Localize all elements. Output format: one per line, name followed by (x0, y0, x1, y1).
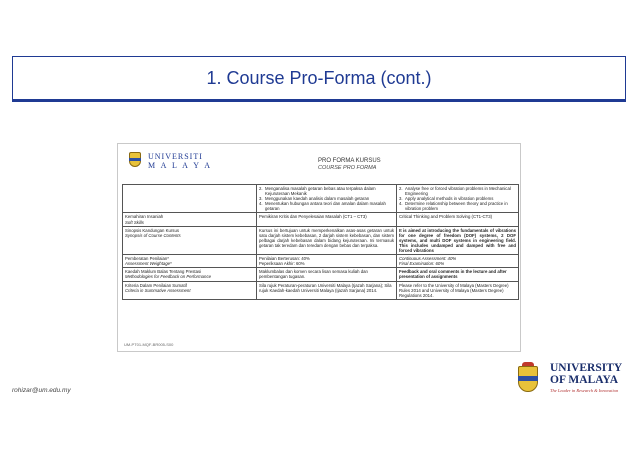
list-item: Determine relationship between theory and practice in vibration problem (405, 201, 508, 212)
label-cell (123, 281, 257, 299)
ms-cell (257, 255, 397, 268)
table-row (123, 281, 519, 299)
en-cell: Feedback and oral comments in the lecture and after presentation of assignments (397, 268, 519, 281)
en-cell (397, 255, 519, 268)
logo-line-2: M A L A Y A (148, 161, 213, 170)
table-row (123, 255, 519, 268)
label-en: Assessment Weightage* (125, 261, 172, 267)
label-cell (123, 185, 257, 213)
assessment-ms-2: Peperiksaan Akhir: 60% (259, 261, 305, 267)
document-header (118, 144, 522, 184)
table-row (123, 213, 519, 226)
label-ms: Pemberatan Penilaian* (125, 256, 169, 262)
um-crest-icon (512, 362, 546, 400)
label-en: Criteria in Summative Assessment (125, 287, 191, 293)
ms-cell: Pemikiran Kritis dan Penyelesaian Masalah (CT1 – CT3) (257, 213, 397, 226)
ms-cell: 2. Menganalisa masalah getaran bebas atau terpaksa dalam Kejuruteraan Mekanik 3. Menggunakan kaedah analisis dalam masalah getaran 4. Menentukan hubungan antara teori dan amalan dalam masalah getaran (257, 185, 397, 213)
en-cell: Please refer to the University of Malaya (Masters Degree) Rules 2014 and University of Malaya (Masters Degree) Regulations 2014. (397, 281, 519, 299)
table-row (123, 185, 519, 213)
assessment-en-2: Final Examination: 60% (399, 261, 445, 267)
course-proforma-document (117, 143, 521, 352)
proforma-table (122, 184, 519, 300)
footer-logo-tagline: The Leader in Research & Innovation (550, 388, 619, 393)
label-en: Methodologies for Feedback on Performance (125, 274, 211, 280)
label-ms: Sinopsis Kandungan Kursus (125, 227, 179, 233)
slide-title-bar (12, 56, 626, 100)
en-cell: Critical Thinking and Problem Solving (CT1-CT3) (397, 213, 519, 226)
assessment-ms-1: Penilaian Berterusan: 40% (259, 256, 310, 262)
slide-title: 1. Course Pro-Forma (cont.) (206, 67, 432, 88)
label-cell (123, 255, 257, 268)
en-cell: It is aimed at introducing the fundamentals of vibrations for one degree of freedom (DOF) systems, 2 DOF systems, and multi DOF systems in engineering field. This includes undamped and damped with free and forced vibrations (397, 226, 519, 254)
footer-logo-line-2: OF MALAYA (550, 374, 619, 386)
proforma-title-en: COURSE PRO FORMA (318, 165, 377, 171)
table-row (123, 268, 519, 281)
ms-cell: Maklumbalas dan komen secara lisan semasa kuliah dan pembentangan tugasan. (257, 268, 397, 281)
author-email: rohizar@um.edu.my (12, 387, 71, 394)
logo-line-1: UNIVERSITI (148, 152, 203, 161)
assessment-en-1: Continuous Assessment: 40% (399, 256, 457, 262)
label-en: Synopsis of Course Contents (125, 232, 181, 238)
universiti-malaya-logo (126, 150, 212, 172)
label-ms: Kaedah Maklum Balas Tentang Prestasi (125, 269, 202, 275)
list-item: Apply analytical methods in vibration problems (405, 196, 494, 202)
table-row (123, 226, 519, 254)
footer-logo-line-1: UNIVERSITY (550, 362, 623, 374)
document-code: UM-PT01-MQF-BR005-S00 (124, 342, 174, 347)
list-item: Menganalisa masalah getaran bebas atau terpaksa dalam Kejuruteraan Mekanik (265, 186, 376, 197)
label-cell (123, 213, 257, 226)
university-of-malaya-logo (512, 362, 622, 400)
label-ms: Kemahiran Insaniah (125, 214, 164, 220)
label-cell (123, 226, 257, 254)
label-ms: Kriteria Dalam Penilaian Sumatif (125, 282, 187, 288)
list-item: Menggunakan kaedah analisis dalam masalah getaran (265, 196, 370, 202)
ms-cell: Sila rujuk Peraturan-peraturan Universiti Malaya (Ijazah Sarjana); Sila rujuk Kaedah-kaedah Universiti Malaya (Ijazah Sarjana) 2014. (257, 281, 397, 299)
en-cell: 2. Analyse free or forced vibration problems in Mechanical Engineering 3. Apply analytical methods in vibration problems 4. Determine relationship between theory and practice in vibration problem (397, 185, 519, 213)
label-en: Soft Skills (125, 219, 144, 225)
proforma-title-ms: PRO FORMA KURSUS (318, 158, 381, 164)
um-crest-icon (126, 150, 144, 172)
label-cell (123, 268, 257, 281)
list-item: Menentukan hubungan antara teori dan amalan dalam masalah getaran (265, 201, 386, 212)
list-item: Analyse free or forced vibration problems in Mechanical Engineering (405, 186, 511, 197)
proforma-title (318, 158, 381, 172)
ms-cell: Kursus ini bertujuan untuk memperkenalkan asas-asas getaran untuk satu darjah sistem kebebasan, 2 darjah sistem kebebasan, dan sistem pelbagai darjah kebebasan dalam bidang kejuruteraan. Ini termasuk getaran tak teredam dan teredam dengan bebas dan terpaksa. (257, 226, 397, 254)
